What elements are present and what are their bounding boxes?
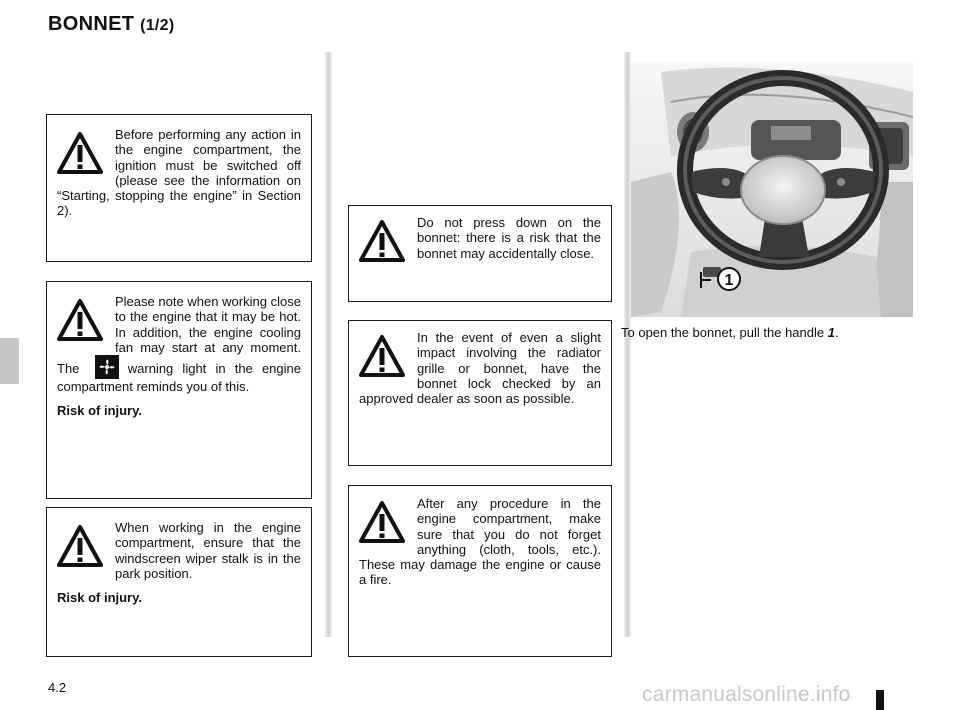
warning-text-hot-engine: Please note when working close to the engine that it may be hot. In addition, the engine cooling fan may start at any moment. The bbox=[57, 294, 301, 377]
warning-box-forget-items bbox=[348, 485, 612, 657]
warning-text-forget-items: After any procedure in the engine compartment, make sure that you do not forget anything (cloth, tools, etc.). These may damage the engine or cause a fire. bbox=[359, 496, 601, 588]
figure-caption bbox=[621, 325, 839, 340]
section-tab bbox=[0, 338, 19, 384]
warning-triangle-icon bbox=[57, 131, 103, 175]
page-title bbox=[48, 13, 175, 36]
column-divider-left bbox=[325, 52, 332, 637]
warning-box-press-bonnet bbox=[348, 205, 612, 302]
warning-box-hot-engine bbox=[46, 281, 312, 499]
corner-mark bbox=[876, 690, 884, 710]
warning-box-wiper bbox=[46, 507, 312, 657]
warning-triangle-icon bbox=[359, 500, 405, 544]
warning-triangle-icon bbox=[359, 334, 405, 378]
caption-ref: 1 bbox=[827, 325, 835, 340]
warning-triangle-icon bbox=[359, 219, 405, 263]
cooling-fan-warning-icon bbox=[95, 355, 119, 379]
dashboard-illustration bbox=[631, 62, 913, 317]
risk-of-injury-label: Risk of injury. bbox=[57, 590, 142, 606]
warning-text-press-bonnet: Do not press down on the bonnet: there is a risk that the bonnet may accidentally close. bbox=[417, 215, 601, 261]
warning-box-impact bbox=[348, 320, 612, 466]
watermark: carmanualsonline.info bbox=[642, 683, 851, 706]
warning-text-impact: In the event of even a slight impact involving the radiator grille or bonnet, have the bonnet lock checked by an approved dealer as soon as possible. bbox=[359, 330, 601, 407]
column-divider-right bbox=[624, 52, 631, 637]
warning-triangle-icon bbox=[57, 524, 103, 568]
risk-of-injury-label: Risk of injury. bbox=[57, 403, 142, 419]
warning-box-ignition bbox=[46, 114, 312, 262]
title-part: (1/2) bbox=[140, 17, 175, 34]
warning-text-ignition: Before performing any action in the engine compartment, the ignition must be switched off (please see the information on “Starting, stopping the engine” in Section 2). bbox=[57, 127, 301, 219]
warning-text-hot-engine-cont: warning light in the engine compartment reminds you of this. bbox=[57, 361, 301, 395]
caption-text: To open the bonnet, pull the handle bbox=[621, 325, 825, 340]
callout-1-label: 1 bbox=[724, 272, 734, 289]
warning-text-wiper: When working in the engine compartment, ensure that the windscreen wiper stalk is in the park position. bbox=[115, 520, 301, 581]
title-text: BONNET bbox=[48, 13, 135, 35]
caption-end: . bbox=[834, 325, 839, 340]
page-number: 4.2 bbox=[48, 680, 67, 695]
warning-triangle-icon bbox=[57, 298, 103, 342]
